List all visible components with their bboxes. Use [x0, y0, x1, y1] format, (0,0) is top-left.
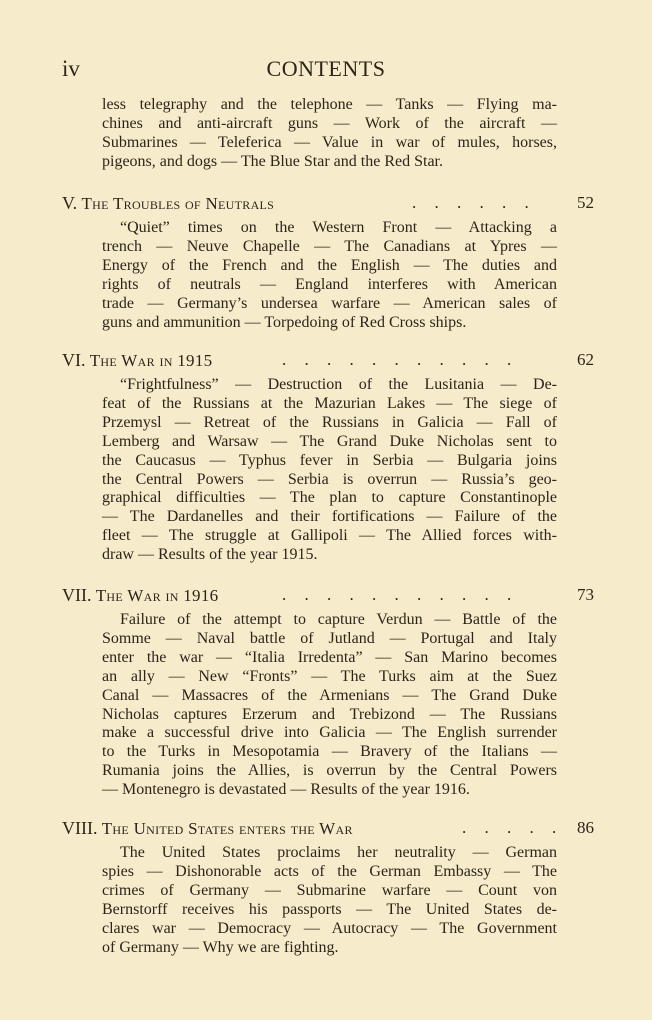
- summary-line: Energy of the French and the English — The duties and: [102, 256, 557, 274]
- chapter-viii-summary: [102, 844, 557, 957]
- summary-line: Nicholas captures Erzerum and Trebizond — The Russians: [102, 705, 557, 723]
- running-head: CONTENTS: [266, 56, 386, 81]
- chapter-vii-summary: [102, 611, 557, 800]
- chapter-numeral: VII.: [62, 585, 92, 605]
- summary-line: chines and anti-aircraft guns — Work of the aircraft —: [102, 114, 557, 132]
- summary-line: Przemysl — Retreat of the Russians in Galicia — Fall of: [102, 413, 557, 431]
- summary-line: draw — Results of the year 1915.: [102, 546, 318, 564]
- chapter-v-summary: [102, 219, 557, 332]
- summary-line: Failure of the attempt to capture Verdun — Battle of the: [120, 611, 557, 628]
- summary-line: to the Turks in Mesopotamia — Bravery of the Italians —: [102, 743, 557, 761]
- summary-line: trench — Neuve Chapelle — The Canadians at Ypres —: [102, 237, 557, 255]
- summary-line: The United States proclaims her neutrality — German: [120, 844, 557, 861]
- chapter-v-heading: [62, 193, 594, 215]
- chapter-numeral: VI.: [62, 350, 86, 370]
- summary-line: Somme — Naval battle of Jutland — Portugal and Italy: [102, 629, 557, 647]
- summary-line: clares war — Democracy — Autocracy — The Government: [102, 919, 557, 937]
- summary-line: — Montenegro is devastated — Results of the year 1916.: [102, 781, 470, 799]
- chapter-numeral: V.: [62, 193, 78, 213]
- summary-line: Rumania joins the Allies, is overrun by the Central Powers: [102, 762, 557, 780]
- summary-line: Bernstorff receives his passports — The United States de-: [102, 900, 557, 918]
- page-header: [62, 56, 590, 86]
- page-number: iv: [62, 56, 80, 81]
- summary-line: Lemberg and Warsaw — The Grand Duke Nicholas sent to: [102, 432, 557, 450]
- chapter-title: The United States enters the War: [101, 819, 353, 838]
- summary-line: pigeons, and dogs — The Blue Star and the Red Star.: [102, 152, 443, 170]
- summary-line: make a successful drive into Galicia — The English surrender: [102, 724, 557, 742]
- summary-line: an ally — New “Fronts” — The Turks aim at the Suez: [102, 667, 557, 685]
- chapter-page-number: 62: [577, 350, 594, 369]
- summary-line: spies — Dishonorable acts of the German Embassy — The: [102, 862, 557, 880]
- dot-leader: . . . . . . . . . . .: [282, 350, 519, 369]
- summary-line: crimes of Germany — Submarine warfare — Count von: [102, 881, 557, 899]
- chapter-title: The Troubles of Neutrals: [81, 194, 275, 213]
- summary-line: rights of neutrals — England interferes with American: [102, 275, 557, 293]
- summary-line: less telegraphy and the telephone — Tanks — Flying ma-: [102, 96, 557, 113]
- summary-line: enter the war — “Italia Irredenta” — San Marino becomes: [102, 648, 557, 666]
- chapter-title: The War in 1916: [95, 586, 219, 605]
- summary-line: Submarines — Teleferica — Value in war of mules, horses,: [102, 133, 557, 151]
- continuation-summary: [102, 96, 557, 172]
- chapter-page-number: 73: [577, 585, 594, 604]
- chapter-vii-heading: [62, 585, 594, 607]
- summary-line: “Quiet” times on the Western Front — Attacking a: [120, 219, 557, 236]
- dot-leader: . . . . . . . . . . .: [282, 585, 519, 604]
- summary-line: trade — Germany’s undersea warfare — American sales of: [102, 294, 557, 312]
- chapter-numeral: VIII.: [62, 818, 98, 838]
- summary-line: “Frightfulness” — Destruction of the Lusitania — De-: [120, 376, 557, 393]
- chapter-title: The War in 1915: [89, 351, 213, 370]
- summary-line: graphical difficulties — The plan to capture Constantinople: [102, 489, 557, 507]
- chapter-page-number: 86: [577, 818, 594, 837]
- summary-line: — The Dardanelles and their fortifications — Failure of the: [102, 508, 557, 526]
- summary-line: feat of the Russians at the Mazurian Lakes — The siege of: [102, 394, 557, 412]
- chapter-vi-heading: [62, 350, 594, 372]
- dot-leader: . . . . .: [462, 818, 564, 837]
- chapter-viii-heading: [62, 818, 594, 840]
- dot-leader: . . . . . .: [412, 193, 536, 212]
- summary-line: fleet — The struggle at Gallipoli — The Allied forces with-: [102, 527, 557, 545]
- chapter-page-number: 52: [577, 193, 594, 212]
- summary-line: of Germany — Why we are fighting.: [102, 938, 339, 956]
- summary-line: Canal — Massacres of the Armenians — The Grand Duke: [102, 686, 557, 704]
- chapter-vi-summary: [102, 376, 557, 565]
- summary-line: the Caucasus — Typhus fever in Serbia — Bulgaria joins: [102, 451, 557, 469]
- summary-line: guns and ammunition — Torpedoing of Red Cross ships.: [102, 313, 467, 331]
- summary-line: the Central Powers — Serbia is overrun — Russia’s geo-: [102, 470, 557, 488]
